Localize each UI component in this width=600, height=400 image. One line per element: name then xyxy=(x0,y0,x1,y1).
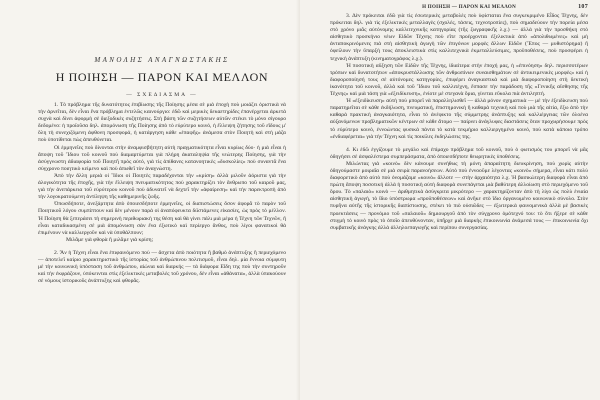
page-number: 107 xyxy=(578,4,588,10)
paragraph-section-2: 2. Ἂν ἡ Τέχνη εἶναι ἕνα ἐπιφαινόμενο ποὺ — ἄσχετα ἀπὸ ποιότητα ἢ βαθμὸ ἀνάπτυξης ἢ περιεχόμενο — ἀποτελεῖ καίριο χαρακτηριστικὸ τῆς ἱστορίας τοῦ ἀνθρώπινου πολιτισμοῦ, εἶναι δηλ. μία ἔννοια σύμφυτη μὲ τὴν κοινωνικὴ ὑπόσταση τοῦ ἀνθρώπου, αἰώνια καὶ διαρκής — τὰ διάφορα Εἴδη της ποὺ τὴν συντηροῦν καὶ τὴν ἐκφράζουν, ὑπόκεινται στὶς ἐξελικτικὲς μεταβολὲς τοῦ χρόνου, δὲν εἶναι «ἀθάνατα», ἀλλὰ ὑπακούουν σὲ νόμους ἱστορικοῦς ἀνάπτυξης καὶ φθορᾶς. xyxy=(38,249,286,285)
author-name: ΜΑΝΟΛΗΣ ΑΝΑΓΝΩΣΤΑΚΗΣ xyxy=(94,56,230,64)
running-head xyxy=(330,4,588,10)
paragraph-question: Μιλᾶμε γιὰ φθορὰ ἢ μιλᾶμε γιὰ κρίση; xyxy=(66,236,154,243)
paragraph: Ἀπὸ τὴν ἄλλη μεριὰ οἱ Ἴδιοι οἱ Ποιητὲς παραδέχονται τὴν «κρίση» ἀλλὰ μιλοῦν ἀόριστα γιὰ τὴν ἀλογικότητα τῆς ἐποχῆς, γιὰ τὴν ἔλλειψη πνευματικότητος ποὺ χαρακτηρίζει τὸν ἄνθρωπο τοῦ καιροῦ μας, γιὰ τὴν ἀνεπάρκεια τοῦ εὐρύτερου κοινοῦ ποὺ ἀδυνατεῖ νὰ δεχτεῖ τὴν «ἀφαίρεση» καὶ τὴν παρεκτροπὴ ἀπὸ τὴν λογοκρατούμενη ἀντίληψη τῆς καθημερινῆς ζωῆς. xyxy=(38,172,286,201)
article-subtitle: — ΣΧΕΔΙΑΣΜΑ — xyxy=(126,92,198,98)
paragraph: Ἡ «ἐξειδίκευση» αὐτὴ ποὺ μπορεῖ νὰ παραλληλισθεῖ — ἀλλὰ μόνον σχηματικὰ — μὲ τὴν ἐξειδίκευση ποὺ παρατηρεῖται σὲ κάθε ἐκδήλωση, πνευματική, ἐπιστημονικὴ ἢ καθαρὰ τεχνικὴ καὶ ποὺ μιὰ τῆς αἰτία, ἔξω ἀπὸ τὴν καθαρὰ πρακτικὴ ἀναγκαιότητα, εἶναι τὸ ἀνέφικτο τῆς σύμμετρης ἀνάπτυξης καὶ καλλιέργειας τῶν ὁλοένα αὐξανόμενων προβληματικῶν κέντρων σὲ κάθε ἄτομο — παίρνει ἀνάγλυφες διαστάσεις ὅταν προχωρήσουμε πρὸς τὸ εὐρύτερο κοινό, ἐννοώντας φυσικὰ πάντα τὸ κατὰ τεκμήριο καλλιεργημένο κοινό, ποὺ κατὰ κάποιο τρόπο «ἐνδιαφέρεται» γιὰ τὴν Τέχνη καὶ τὶς ποικίλες ἐκδηλώσεις της. xyxy=(330,98,588,140)
right-page xyxy=(300,0,600,400)
paragraph: Ὁπωσδήποτε, ἀνεξάρτητα ἀπὸ ὁποιεσδήποτε ἑρμηνεῖες, οἱ διαπιστώσεις ὅσον ἀφορᾶ τὸ παρὸν τοῦ Ποιητικοῦ λόγου συμπίπτουν καὶ δὲν μένουν παρὰ οἱ ἀναπόφευκτα διϊστάμενες εἰκασίες, ὡς πρὸς τὸ μέλλον. Ἡ Ποίηση θὰ ξεπεράσει τὴ σημερινὴ περιθωριακή της θέση καὶ θὰ γίνει πάλι μιὰ μέρα ἡ Τέχνη τῶν Τεχνῶν, ἢ εἶναι καταδικασμένη σὲ μιὰ ἀπομόνωση σὰν ἕνα ἐξωτικὸ καὶ περίεργο ἄνθος, ποὺ λίγοι φανατικοὶ θὰ ἐπιμένουν νὰ καλλιεργοῦν καὶ νὰ ὑποθάλπουν; xyxy=(38,201,286,236)
paragraph-section-3: 3. Δὲν πρόκειται ἐδῶ γιὰ τὶς ἐσωτερικὲς μεταβολὲς ποὺ ὑφίσταται ἕνα συγκεκριμένο Εἶδος Τέχνης, δὲν πρόκειται δηλ. γιὰ τὶς ἐξελικτικὲς μεταλλαγὲς (σχολές, τάσεις, τεχνοτροπίες), ποὺ σημαδεύουν τὴν πορεία μέσα στὸ χρόνο μιᾶς αὐτόνομης καλλιτεχνικῆς κατηγορίας (τῆς ζωγραφικῆς λ.χ.) — ἀλλὰ γιὰ τὴν προσθήκη στὸ αἰσθητικὸ προσκήνιο νέων Εἰδῶν Τέχνης ποὺ εἴτε προέρχονται ἐξελικτικὰ ἀπὸ «ἀπολιθωμένες» καὶ μὴ ἀνταποκρινόμενες πιὰ στὴ αἰσθητικὴ ἀγωγὴ τῶν ἐπιγόνων μορφὲς ἄλλων Εἰδῶν (Ἔπος — μυθιστόρημα) ἢ ὀφείλουν τὴν ὕπαρξή τους ἀποκλειστικὰ στὶς καλλιτεχνικὰ ἐκμεταλλεύσιμες, προϋποθέσεις, ποὺ προσφέρει ἡ τεχνικὴ ἀνάπτυξη (κινηματογράφος λ.χ.). xyxy=(330,13,588,62)
paragraph-section-4: 4. Κι ἐδῶ ἐγγίζουμε τὸ μεγάλο καὶ ἐπίμαχο πρόβλημα τοῦ κοινοῦ, ποὺ ὁ φωτισμός του μπορεῖ νὰ μᾶς ὁδηγήσει σὲ ἀσφαλέστερα συμπεράσματα, ἀπὸ ὁποιεσδήποτε θεωρητικὲς ὑποθέσεις. xyxy=(330,146,588,160)
running-head-title: Η ΠΟΙΗΣΗ — ΠΑΡΟΝ ΚΑΙ ΜΕΛΛΟΝ xyxy=(422,5,517,10)
paragraph: Ἡ ποσοτικὴ αὔξηση τῶν Εἰδῶν τῆς Τέχνης, ἰδιαίτερα στὴν ἐποχή μας, ἡ «ἐπινόηση» δηλ. περισσοτέρων τρόπων καὶ δυνατοτήτων «ἀποκρυστάλλωσης τῶν ἀνθρωπίνων συναισθημάτων σὲ ἀντικειμενικὲς μορφὲς» καὶ ἡ διαφοροποίησή τους σὲ αὐτόνομες κατηγορίες, ἐπιφέρει ἀναγκαστικὰ καὶ μιὰ διαφοροποίηση στὴ δεκτικὴ ἱκανότητα τοῦ κοινοῦ, ἀλλὰ καὶ τοῦ Ἴδιου τοῦ καλλιτέχνη, ἔσπασε τὴν παράδοση τῆς «Γενικῆς αἴσθησης τῆς Τέχνης» καὶ μιὰ τάση γιὰ «ἐξειδίκευση», ἐνίοτε μὲ στεγανὰ ὅρια, γίνεται εὔκολα πιὰ ἀντιληπτή. xyxy=(330,62,588,98)
paragraph: Οἱ ἑρμηνεῖες ποὺ δίνονται στὴν ἀναμφισβήτητη αὐτὴ πραγματικότητα εἶναι κυρίως δύο· ἡ μιὰ εἶναι ἡ ἄποψη τοῦ Ἴδιου τοῦ κοινοῦ ποὺ διαμαρτύρεται γιὰ πλήρη ἀκαταληψία τῆς νεώτερης Ποίησης, γιὰ τὴν ἀσύγγνωστη ἀδιαφορία τοῦ Ποιητῆ πρὸς αὐτό, γιὰ τὶς ἀπίθανες κατανοητικὲς «δυσκολίες» ποὺ συναντᾶ ἕνα σύγχρονο ποιητικὸ κείμενο καὶ ποὺ ἀπωθεῖ τὸν ἀναγνώστη. xyxy=(38,144,286,172)
article-title: Η ΠΟΙΗΣΗ — ΠΑΡΟΝ ΚΑΙ ΜΕΛΛΟΝ xyxy=(55,70,269,84)
paragraph-section-1: 1. Τὸ πρόβλημα τῆς δυνατότητος ἐπιβίωσης τῆς Ποίησης μέσα σὲ μιὰ ἐποχὴ ποὺ μοιάζει ὁριστικὰ νὰ τὴν ἀρνεῖται, δὲν εἶναι ἕνα πρόβλημα ἐντελῶς καινούργιο: ἐδῶ καὶ μερικὲς δεκαετηρίδες ἐπανέρχεται ἀρκετὰ συχνὰ καὶ δίνει ἀφορμὴ σὲ διεξοδικὲς συζητήσεις. Στὴ βάση τῶν συζητήσεων αὐτῶν στέκει τὸ μόνο σίγουρο δεδομένο: ἡ προϊοῦσα δηλ. ἀπομόνωση τῆς Ποίησης ἀπὸ τὸ εὐρύτερο κοινό, ἡ ἔλλειψη ζήτησης τοῦ εἴδους μ' ὅλη τὴ συνεχιζόμενη ἀφθονη προσφορά, ἡ κατάργηση κάθε «ἐπαφῆς» ἀνάμεσα στὸν Ποιητὴ καὶ στὴ μάζα ποὺ ὑποτίθεται πὼς ἀπευθύνεται. xyxy=(38,102,286,144)
paragraph: Μιλώντας γιὰ «κοινὸ» δὲν κάνουμε συνήθως τὴ μόνη ἀπαραίτητη διευκρίνηση, ποὺ χωρὶς αὐτὴν ὁδηγούμαστε μοιραῖα σὲ μιὰ σειρὰ παρανοήσεων. Αὐτὸ ποὺ ἐννοοῦμε λέγοντας «κοινὸ» σήμερα, εἶναι κάτι πολὺ διαφορετικὸ ἀπὸ αὐτὸ ποὺ ὀνομάζαμε «κοινὸ» ἄλλοτε — στὴν ἀρχαιότητα λ.χ. Ἡ βασικώτερη διαφορὰ εἶναι ἀπὸ πρώτη ἄποψη ποσοτική ἀλλὰ ἡ ποσοτικὴ αὐτὴ διαφορὰ συνεπάγεται μιὰ βαθύτερη ἀλλοίωση στὸ περιεχόμενο τοῦ ὅρου. Τὸ «παλαιὸ» κοινὸ — ἀριθμητικὰ ἀσύγκριτα μικρότερο — χαρακτηρίζονταν ἀπὸ τὴ λίγο ὡς πολὺ ἐνιαία αἰσθητικὴ ἀγωγή, τὸ ἴδιο ὑπόστρωμα «προϋποθέσεων» καὶ ἀνῆκε στὸ ἴδιο ὀργανωμένο κοινωνικὸ σύνολο. Στὸν πυρῆνα αὐτῆς τῆς ἱστορικῆς διαπίστωσης, στέκει τὸ πιὸ οὐσιῶδες — ἐξωτερικὰ φαινομενικὰ ἀλλὰ μὲ βασικὲς προεκτάσεις — προνόμιο τοῦ «παλαιοῦ» δημιουργοῦ ἀπὸ τὸν σύγχρονο ὁμότεχνό του: τὸ ὅτι ἤξερε σὲ κάθε στιγμὴ τὸ κοινὸ πρὸς τὸ ὁποῖο ἀπευθύνονταν, ὑπῆρχε μιὰ διαρκὴς ἐπικοινωνία ἀνάμεσά τους — ἐπικοινωνία ὄχι συμβατικῆς ἀνάγκης ἀλλὰ ἀλληλοεπαγωγῆς καὶ περίπου συνεργασίας. xyxy=(330,160,588,231)
